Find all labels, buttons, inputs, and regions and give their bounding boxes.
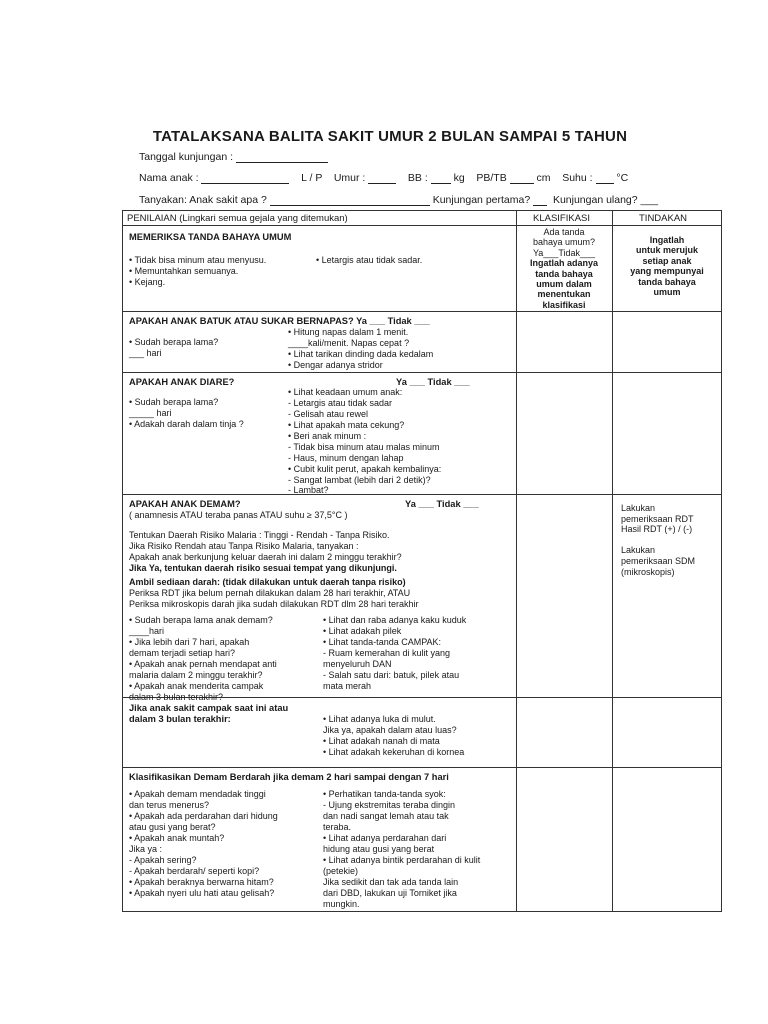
cm-unit: cm bbox=[536, 172, 551, 184]
campak-item[interactable]: • Lihat adakah nanah di mata bbox=[323, 736, 440, 746]
dbd-item[interactable]: - Ujung ekstremitas teraba dingin bbox=[323, 800, 456, 810]
demam-line: Jika Risiko Rendah atau Tanpa Risiko Malaria, tanyakan : bbox=[129, 541, 359, 551]
section-title-campak-2: dalam 3 bulan terakhir: bbox=[129, 714, 231, 724]
bb-blank[interactable] bbox=[431, 173, 451, 184]
demam-item[interactable]: • Apakah anak menderita campak bbox=[129, 681, 264, 691]
demam-item[interactable]: • Lihat dan raba adanya kaku kuduk bbox=[323, 615, 467, 625]
section-title-demam: APAKAH ANAK DEMAM? bbox=[129, 499, 241, 509]
tanyakan-label: Tanyakan: Anak sakit apa ? bbox=[139, 194, 267, 206]
dbd-item[interactable]: hidung atau gusi yang berat bbox=[323, 844, 435, 854]
diare-item[interactable]: • Lihat keadaan umum anak: bbox=[288, 387, 403, 397]
umur-blank[interactable] bbox=[368, 173, 396, 184]
diare-item[interactable]: • Beri anak minum : bbox=[288, 431, 367, 441]
diare-item[interactable]: - Gelisah atau rewel bbox=[288, 409, 369, 419]
demam-periksa: Periksa mikroskopis darah jika sudah dilakukan RDT dlm 28 hari terakhir bbox=[129, 599, 419, 609]
dbd-item[interactable]: • Lihat adanya bintik perdarahan di kulit bbox=[323, 855, 481, 865]
klas-yatidak[interactable]: Ya___Tidak___ bbox=[532, 247, 596, 258]
tind-rdt-result[interactable]: Hasil RDT (+) / (-) bbox=[621, 524, 693, 535]
diare-item[interactable]: - Tidak bisa minum atau malas minum bbox=[288, 442, 440, 452]
demam-item[interactable]: • Lihat adakah pilek bbox=[323, 626, 402, 636]
dbd-item[interactable]: dan terus menerus? bbox=[129, 800, 210, 810]
section-title-campak: Jika anak sakit campak saat ini atau bbox=[129, 703, 289, 713]
section-title-dbd: Klasifikasikan Demam Berdarah jika demam 2 hari sampai dengan 7 hari bbox=[129, 772, 449, 782]
dbd-item[interactable]: Jika sedikit dan tak ada tanda lain bbox=[323, 877, 459, 887]
field-tanggal[interactable] bbox=[139, 151, 328, 163]
campak-item[interactable]: Jika ya, apakah dalam atau luas? bbox=[323, 725, 457, 735]
klas-line: klasifikasi bbox=[542, 299, 586, 310]
klas-line: Ingatlah adanya bbox=[529, 258, 599, 269]
kunjungan-ulang-label[interactable]: Kunjungan ulang? ___ bbox=[552, 194, 659, 206]
demam-item[interactable]: ____hari bbox=[129, 626, 165, 636]
col-penilaian-header: PENILAIAN (Lingkari semua gejala yang ditemukan) bbox=[127, 213, 348, 224]
field-row-kunjungan bbox=[139, 194, 658, 206]
diare-ya-tidak[interactable]: Ya ___ Tidak ___ bbox=[396, 377, 470, 387]
divider bbox=[123, 225, 721, 226]
col-klasifikasi-header: KLASIFIKASI bbox=[533, 213, 591, 224]
klas-line: tanda bahaya bbox=[535, 268, 593, 279]
diare-item[interactable]: • Sudah berapa lama? bbox=[129, 397, 219, 407]
kunjungan-pertama-label[interactable]: Kunjungan pertama? bbox=[432, 194, 531, 206]
tind-line: tanda bahaya bbox=[638, 276, 696, 287]
section-title-batuk: APAKAH ANAK BATUK ATAU SUKAR BERNAPAS? Ya ___ Tidak ___ bbox=[129, 316, 430, 326]
tind-line: yang mempunyai bbox=[630, 266, 704, 277]
dbd-item[interactable]: • Apakah beraknya berwarna hitam? bbox=[129, 877, 274, 887]
demam-line: Apakah anak berkunjung keluar daerah ini dalam 2 minggu terakhir? bbox=[129, 552, 402, 562]
divider bbox=[516, 211, 517, 911]
klas-line: menentukan bbox=[537, 289, 591, 300]
diare-item[interactable]: - Sangat lambat (lebih dari 2 detik)? bbox=[288, 475, 431, 485]
demam-line[interactable]: Tentukan Daerah Risiko Malaria : Tinggi - Rendah - Tanpa Risiko. bbox=[129, 530, 390, 540]
dbd-item[interactable]: atau gusi yang berat? bbox=[129, 822, 216, 832]
campak-item[interactable]: • Lihat adakah kekeruhan di kornea bbox=[323, 747, 465, 757]
tanggal-blank[interactable] bbox=[236, 152, 328, 163]
demam-item[interactable]: demam terjadi setiap hari? bbox=[129, 648, 236, 658]
diare-item[interactable]: - Letargis atau tidak sadar bbox=[288, 398, 393, 408]
danger-item[interactable]: • Memuntahkan semuanya. bbox=[129, 266, 239, 276]
campak-item[interactable]: • Lihat adanya luka di mulut. bbox=[323, 714, 436, 724]
danger-item[interactable]: • Letargis atau tidak sadar. bbox=[316, 255, 423, 265]
section-title-tanda-bahaya: MEMERIKSA TANDA BAHAYA UMUM bbox=[129, 232, 292, 242]
tind-line: setiap anak bbox=[642, 255, 692, 266]
col-tindakan-header: TINDAKAN bbox=[639, 213, 688, 224]
dbd-item[interactable]: mungkin. bbox=[323, 899, 360, 909]
klas-line: umum dalam bbox=[536, 279, 592, 290]
dbd-item[interactable]: - Apakah berdarah/ seperti kopi? bbox=[129, 866, 260, 876]
dbd-item[interactable]: • Perhatikan tanda-tanda syok: bbox=[323, 789, 446, 799]
batuk-item[interactable]: • Lihat tarikan dinding dada kedalam bbox=[288, 349, 434, 359]
demam-item[interactable]: • Lihat tanda-tanda CAMPAK: bbox=[323, 637, 442, 647]
danger-item[interactable]: • Kejang. bbox=[129, 277, 166, 287]
dbd-item[interactable]: • Apakah ada perdarahan dari hidung bbox=[129, 811, 278, 821]
demam-item[interactable]: malaria dalam 2 minggu terakhir? bbox=[129, 670, 263, 680]
assessment-table bbox=[122, 210, 722, 912]
page-title: TATALAKSANA BALITA SAKIT UMUR 2 BULAN SAMPAI 5 TAHUN bbox=[152, 128, 628, 145]
section-title-diare: APAKAH ANAK DIARE? bbox=[129, 377, 235, 387]
batuk-item[interactable]: ____kali/menit. Napas cepat ? bbox=[288, 338, 410, 348]
batuk-item[interactable]: • Hitung napas dalam 1 menit. bbox=[288, 327, 409, 337]
dbd-item[interactable]: Jika ya : bbox=[129, 844, 163, 854]
demam-item[interactable]: dalam 3 bulan terakhir? bbox=[129, 692, 224, 702]
demam-item[interactable]: mata merah bbox=[323, 681, 372, 691]
tind-line bbox=[621, 535, 695, 546]
demam-item[interactable]: • Jika lebih dari 7 hari, apakah bbox=[129, 637, 250, 647]
diare-item[interactable]: • Lihat apakah mata cekung? bbox=[288, 420, 405, 430]
pbtb-blank[interactable] bbox=[510, 173, 534, 184]
kunjungan-pertama-blank[interactable] bbox=[533, 195, 547, 206]
divider bbox=[123, 767, 721, 768]
dbd-item[interactable]: • Apakah anak muntah? bbox=[129, 833, 225, 843]
dbd-item[interactable]: - Apakah sering? bbox=[129, 855, 197, 865]
tindakan-demam bbox=[621, 503, 695, 577]
batuk-item[interactable]: • Dengar adanya stridor bbox=[288, 360, 383, 370]
tind-line: (mikroskopis) bbox=[621, 566, 675, 577]
demam-periksa: Periksa RDT jika belum pernah dilakukan dalam 28 hari terakhir, ATAU bbox=[129, 588, 411, 598]
dbd-item[interactable]: • Apakah nyeri ulu hati atau gelisah? bbox=[129, 888, 275, 898]
demam-item[interactable]: menyeluruh DAN bbox=[323, 659, 392, 669]
dbd-item[interactable]: dari DBD, lakukan uji Torniket jika bbox=[323, 888, 457, 898]
demam-ya-tidak[interactable]: Ya ___ Tidak ___ bbox=[405, 499, 479, 509]
kg-unit: kg bbox=[453, 172, 465, 184]
keluhan-blank[interactable] bbox=[270, 195, 430, 206]
umur-label: Umur : bbox=[333, 172, 366, 184]
demam-subtitle: ( anamnesis ATAU teraba panas ATAU suhu ≥ 37,5°C ) bbox=[129, 510, 348, 520]
dbd-item[interactable]: teraba. bbox=[323, 822, 352, 832]
demam-item[interactable]: - Salah satu dari: batuk, pilek atau bbox=[323, 670, 460, 680]
demam-item[interactable]: • Sudah berapa lama anak demam? bbox=[129, 615, 273, 625]
klas-line: Ada tanda bbox=[543, 227, 585, 237]
field-row-identitas bbox=[139, 172, 628, 184]
klasifikasi-tanda-bahaya bbox=[517, 227, 611, 310]
demam-ambil-sediaan: Ambil sediaan darah: (tidak dilakukan untuk daerah tanpa risiko) bbox=[129, 577, 406, 587]
tind-line: pemeriksaan RDT bbox=[621, 513, 694, 524]
demam-line: Jika Ya, tentukan daerah risiko sesuai tempat yang dikunjungi. bbox=[129, 563, 397, 573]
demam-item[interactable]: - Ruam kemerahan di kulit yang bbox=[323, 648, 451, 658]
divider bbox=[123, 494, 721, 495]
diare-item[interactable]: • Adakah darah dalam tinja ? bbox=[129, 419, 244, 429]
jk-label[interactable]: L / P bbox=[301, 172, 323, 184]
demam-item[interactable]: • Apakah anak pernah mendapat anti bbox=[129, 659, 277, 669]
dbd-item[interactable]: (petekie) bbox=[323, 866, 359, 876]
bb-label: BB : bbox=[407, 172, 428, 184]
suhu-blank[interactable] bbox=[596, 173, 614, 184]
celsius-unit: °C bbox=[616, 172, 629, 184]
diare-item[interactable]: • Cubit kulit perut, apakah kembalinya: bbox=[288, 464, 442, 474]
batuk-item[interactable]: • Sudah berapa lama? bbox=[129, 337, 219, 347]
dbd-item[interactable]: • Apakah demam mendadak tinggi bbox=[129, 789, 266, 799]
nama-blank[interactable] bbox=[201, 173, 289, 184]
nama-label: Nama anak : bbox=[139, 172, 199, 184]
tind-line: Ingatlah bbox=[649, 235, 685, 245]
tind-line: untuk merujuk bbox=[635, 245, 698, 256]
diare-item[interactable]: - Lambat? bbox=[288, 485, 329, 495]
danger-item[interactable]: • Tidak bisa minum atau menyusu. bbox=[129, 255, 267, 265]
divider bbox=[123, 372, 721, 373]
tindakan-tanda-bahaya bbox=[613, 235, 721, 297]
batuk-item[interactable]: ___ hari bbox=[129, 348, 162, 358]
tind-line: umum bbox=[653, 287, 681, 298]
diare-item[interactable]: _____ hari bbox=[129, 408, 172, 418]
diare-item[interactable]: - Haus, minum dengan lahap bbox=[288, 453, 404, 463]
tind-line: pemeriksaan SDM bbox=[621, 555, 696, 566]
dbd-item[interactable]: dan nadi sangat lemah atau tak bbox=[323, 811, 449, 821]
tind-line: Lakukan bbox=[621, 503, 656, 513]
divider bbox=[123, 311, 721, 312]
suhu-label: Suhu : bbox=[562, 172, 596, 184]
dbd-item[interactable]: • Lihat adanya perdarahan dari bbox=[323, 833, 447, 843]
tind-line: Lakukan bbox=[621, 545, 656, 556]
divider bbox=[612, 211, 613, 911]
tanggal-label: Tanggal kunjungan : bbox=[139, 151, 233, 163]
klas-line: bahaya umum? bbox=[532, 237, 596, 248]
pbtb-label: PB/TB bbox=[476, 172, 507, 184]
